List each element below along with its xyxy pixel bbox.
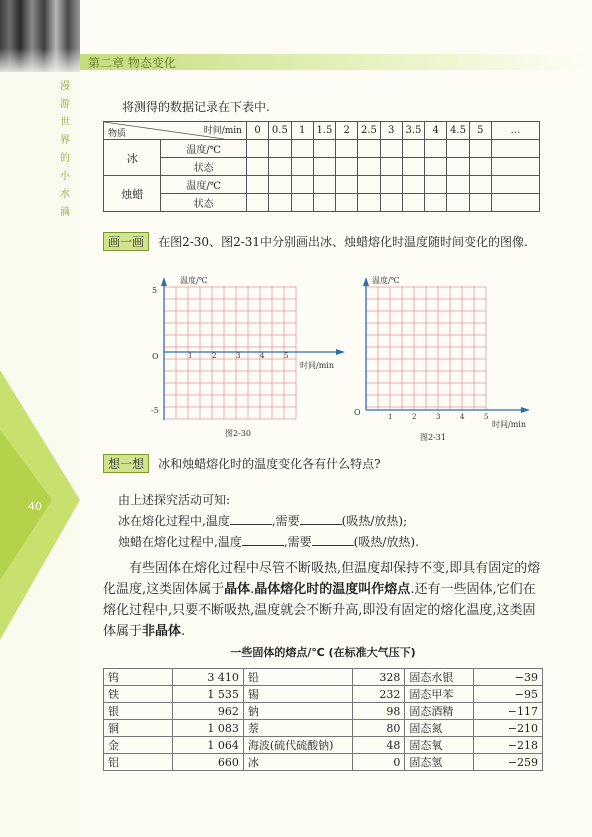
substance-name: 钠 [243, 703, 352, 720]
substance-name: 铜 [104, 720, 173, 737]
waterfall-photo [0, 0, 80, 72]
keyword-amorphous: 非晶体 [142, 624, 182, 639]
time-header: 1.5 [313, 122, 335, 140]
side-char: 小 [60, 171, 70, 182]
x-tick-label: 4 [460, 413, 465, 421]
x-axis-arrow [521, 407, 530, 413]
melting-point-value: 3 410 [173, 669, 244, 686]
melting-point-value: 232 [352, 686, 404, 703]
corner-bottom-label: 物质 [108, 129, 127, 139]
intro-text: 将测得的数据记录在下表中. [122, 100, 270, 114]
think-task-text: 冰和烛蜡熔化时的温度变化各有什么特点? [158, 457, 381, 471]
substance-name: 铁 [104, 686, 173, 703]
property-cell: 温度/℃ [161, 176, 247, 194]
substance-name: 铅 [243, 669, 352, 686]
conclusion-wax [118, 533, 419, 550]
keyword-melting-point: 晶体熔化时的温度叫作熔点 [254, 582, 411, 597]
time-header: 2.5 [358, 122, 380, 140]
y-tick-label: -5 [151, 406, 159, 415]
time-header: 0.5 [269, 122, 291, 140]
y-axis-label: 温度/℃ [180, 276, 208, 285]
table-row [104, 686, 543, 703]
conclusion-text: 烛蜡在熔化过程中,温度 [118, 535, 242, 549]
table-row [104, 669, 543, 686]
substance-name: 锡 [243, 686, 352, 703]
conclusion-text: 冰在熔化过程中,温度 [118, 514, 230, 528]
page-number: 40 [28, 500, 42, 513]
melting-point-value: 98 [352, 703, 404, 720]
table-row [104, 720, 543, 737]
answer-blank[interactable] [230, 513, 272, 525]
x-tick-label: 5 [284, 352, 289, 360]
x-tick-label: 4 [260, 352, 265, 360]
x-axis-arrow [336, 349, 345, 355]
melting-point-value: −39 [474, 669, 543, 686]
table-row [104, 158, 540, 176]
time-header: 5 [469, 122, 491, 140]
x-axis-label: 时间/min [300, 361, 334, 370]
origin-label: O [152, 352, 159, 361]
conclusion-text: ,需要 [283, 535, 312, 549]
conclusion-text: ,需要 [271, 514, 300, 528]
corner-cell [104, 122, 247, 140]
melting-point-value: −210 [474, 720, 543, 737]
side-char: 世 [60, 117, 70, 128]
table-row [104, 703, 543, 720]
y-tick-label: 5 [152, 286, 158, 295]
x-tick-label: 1 [388, 413, 393, 421]
side-char: 游 [60, 99, 70, 110]
draw-tag: 画一画 [103, 232, 149, 251]
side-vertical-title [60, 78, 74, 222]
corner-top-label: 时间/min [203, 126, 242, 136]
side-char: 漫 [60, 81, 70, 92]
time-header: 4 [425, 122, 447, 140]
melting-point-value: 1 064 [173, 737, 244, 754]
draw-task [103, 231, 528, 251]
chapter-title: 第二章 物态变化 [88, 56, 176, 70]
answer-blank[interactable] [312, 534, 354, 546]
melting-point-value: 660 [173, 754, 244, 771]
melting-point-value: 0 [352, 754, 404, 771]
melting-point-value: 962 [173, 703, 244, 720]
substance-name: 冰 [243, 754, 352, 771]
melting-point-value: 1 535 [173, 686, 244, 703]
table-row [104, 176, 540, 194]
think-task [103, 453, 381, 473]
x-tick-label: 3 [436, 413, 441, 421]
time-header: 3.5 [402, 122, 424, 140]
x-axis-label: 时间/min [492, 420, 526, 429]
substance-cell: 冰 [104, 140, 161, 176]
time-header: 2 [336, 122, 358, 140]
paragraph-text: 有些固体在熔化过程中尽管不断吸热,但温度却保持不变,即具有固定的熔化温度,这类固体属于 [103, 561, 541, 597]
explanation-paragraph [103, 558, 543, 642]
melting-point-value: 328 [352, 669, 404, 686]
x-tick-label: 3 [236, 352, 241, 360]
table-row [104, 737, 543, 754]
substance-name: 铝 [104, 754, 173, 771]
substance-name: 海波(硫代硫酸钠) [243, 737, 352, 754]
think-tag: 想一想 [103, 454, 149, 473]
substance-name: 固态氢 [405, 754, 474, 771]
time-header: … [491, 122, 539, 140]
side-char: 水 [60, 189, 70, 200]
graph-2-31 [350, 265, 540, 445]
property-cell: 状态 [161, 194, 247, 212]
table-row [104, 754, 543, 771]
grid [164, 287, 296, 419]
time-header: 4.5 [447, 122, 469, 140]
grid [366, 287, 486, 410]
time-header: 3 [380, 122, 402, 140]
side-char: 界 [60, 135, 70, 146]
origin-label: O [354, 408, 361, 417]
substance-name: 萘 [243, 720, 352, 737]
substance-name: 固态水银 [405, 669, 474, 686]
x-tick-label: 2 [412, 413, 417, 421]
melting-point-value: 1 083 [173, 720, 244, 737]
answer-blank[interactable] [242, 534, 284, 546]
time-header: 1 [291, 122, 313, 140]
melting-table-title: 一些固体的熔点/℃ (在标准大气压下) [230, 646, 416, 659]
melting-point-value: −95 [474, 686, 543, 703]
conclusion-text: (吸热/放热). [353, 535, 419, 549]
substance-name: 固态甲苯 [405, 686, 474, 703]
side-char: 滴 [60, 207, 70, 218]
x-tick-label: 5 [484, 413, 489, 421]
paragraph-text: . [250, 582, 255, 597]
keyword-crystal: 晶体 [224, 582, 251, 597]
x-tick-label: 2 [212, 352, 217, 360]
melting-point-value: −218 [474, 737, 543, 754]
draw-task-text: 在图2-30、图2-31中分别画出冰、烛蜡熔化时温度随时间变化的图像. [158, 235, 528, 249]
conclusion-ice [118, 512, 407, 529]
substance-name: 银 [104, 703, 173, 720]
x-tick-label: 1 [188, 352, 193, 360]
property-cell: 温度/℃ [161, 140, 247, 158]
figure-caption: 图2-31 [420, 433, 446, 442]
melting-point-table [103, 668, 543, 771]
substance-name: 固态氮 [405, 720, 474, 737]
property-cell: 状态 [161, 158, 247, 176]
graph-2-30 [150, 265, 355, 440]
substance-name: 固态酒精 [405, 703, 474, 720]
table-header-row [104, 122, 540, 140]
table-row [104, 194, 540, 212]
conclusion-intro: 由上述探究活动可知: [118, 493, 231, 507]
time-header: 0 [246, 122, 268, 140]
melting-point-value: 48 [352, 737, 404, 754]
conclusion-text: (吸热/放热); [341, 514, 408, 528]
answer-blank[interactable] [300, 513, 342, 525]
figure-caption: 图2-30 [225, 429, 251, 438]
melting-point-value: −117 [474, 703, 543, 720]
side-char: 的 [60, 153, 70, 164]
substance-name: 钨 [104, 669, 173, 686]
table-row [104, 140, 540, 158]
substance-name: 固态氧 [405, 737, 474, 754]
melting-point-value: 80 [352, 720, 404, 737]
substance-name: 金 [104, 737, 173, 754]
paragraph-text: . [181, 624, 186, 639]
substance-cell: 烛蜡 [104, 176, 161, 212]
record-table [103, 121, 540, 212]
melting-point-value: −259 [474, 754, 543, 771]
y-axis-arrow [363, 277, 369, 286]
y-axis-arrow [161, 277, 167, 286]
y-axis-label: 温度/℃ [372, 276, 400, 285]
paragraph-text: .还有一些固体,它们在熔化过程中,只要不断吸热,温度就会不断升高,即没有固定的熔化温度,这类固体属于 [103, 582, 536, 639]
